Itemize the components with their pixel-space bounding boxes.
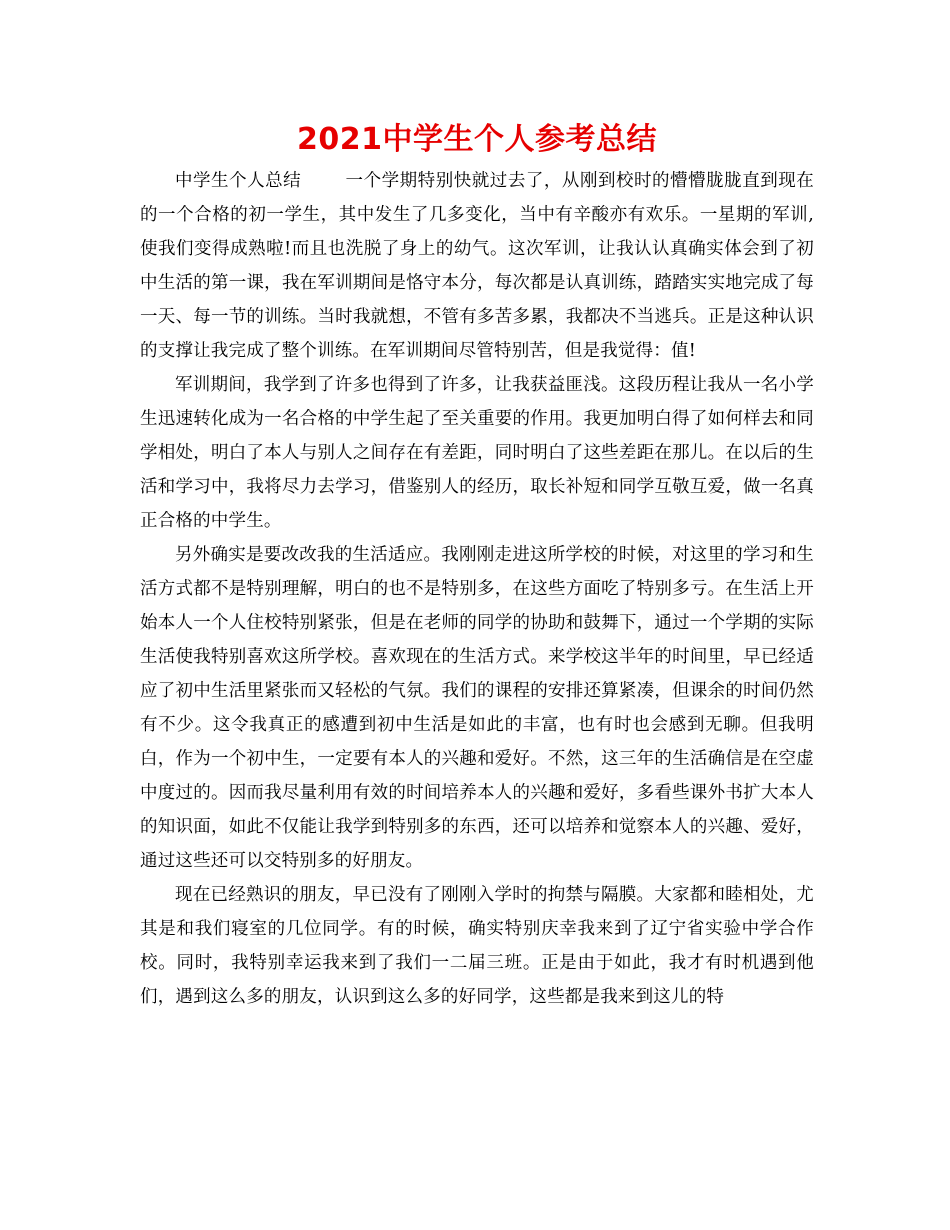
paragraph-1	[140, 164, 814, 368]
paragraph-1-text: 一个学期特别快就过去了，从刚到校时的懵懵胧胧直到现在的一个合格的初一学生，其中发生了几多变化，当中有辛酸亦有欢乐。一星期的军训,使我们变得成熟啦!而且也洗脱了身上的幼气。这次军训，让我认认真确实体会到了初中生活的第一课，我在军训期间是恪守本分，每次都是认真训练，踏踏实实地完成了每一天、每一节的训练。当时我就想，不管有多苦多累，我都决不当逃兵。正是这种认识的支撑让我完成了整个训练。在军训期间尽管特别苦，但是我觉得：值!	[140, 171, 814, 361]
paragraph-2: 军训期间，我学到了许多也得到了许多，让我获益匪浅。这段历程让我从一名小学生迅速转化成为一名合格的中学生起了至关重要的作用。我更加明白得了如何样去和同学相处，明白了本人与别人之间存在有差距，同时明白了这些差距在那儿。在以后的生活和学习中，我将尽力去学习，借鉴别人的经历，取长补短和同学互敬互爱，做一名真正合格的中学生。	[140, 375, 814, 531]
paragraph-3: 另外确实是要改改我的生活适应。我刚刚走进这所学校的时候，对这里的学习和生活方式都不是特别理解，明白的也不是特别多，在这些方面吃了特别多亏。在生活上开始本人一个人住校特别紧张，但是在老师的同学的协助和鼓舞下，通过一个学期的实际生活使我特别喜欢这所学校。喜欢现在的生活方式。来学校这半年的时间里，早已经适应了初中生活里紧张而又轻松的气氛。我们的课程的安排还算紧凑，但课余的时间仍然有不少。这令我真正的感遭到初中生活是如此的丰富，也有时也会感到无聊。但我明白，作为一个初中生，一定要有本人的兴趣和爱好。不然，这三年的生活确信是在空虚中度过的。因而我尽量利用有效的时间培养本人的兴趣和爱好，多看些课外书扩大本人的知识面，如此不仅能让我学到特别多的东西，还可以培养和觉察本人的兴趣、爱好，通过这些还可以交特别多的好朋友。	[140, 545, 814, 871]
document-title: 2021中学生个人参考总结	[297, 122, 657, 157]
document-page	[140, 118, 814, 1014]
paragraph-4: 现在已经熟识的朋友，早已没有了刚刚入学时的拘禁与隔膜。大家都和睦相处，尤其是和我们寝室的几位同学。有的时候，确实特别庆幸我来到了辽宁省实验中学合作校。同时，我特别幸运我来到了我们一二届三班。正是由于如此，我才有时机遇到他们，遇到这么多的朋友，认识到这么多的好同学，这些都是我来到这儿的特	[140, 885, 814, 1007]
first-heading: 中学生个人总结	[175, 171, 302, 191]
